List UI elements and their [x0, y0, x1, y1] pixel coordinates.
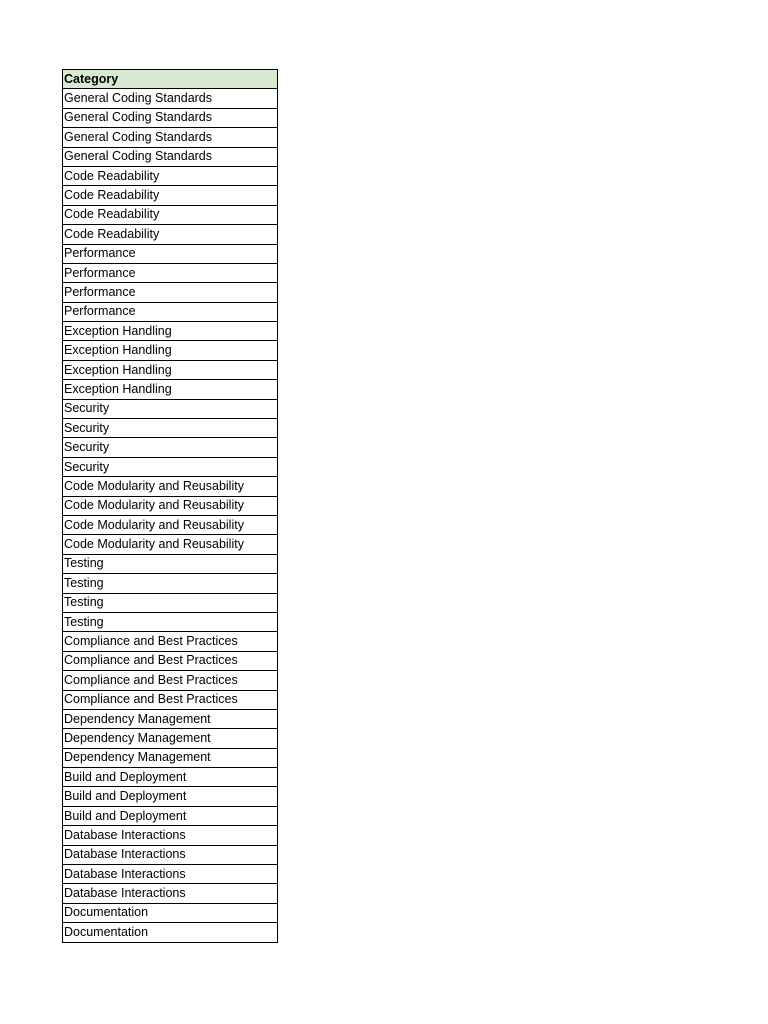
table-row: [63, 671, 278, 690]
table-row: [63, 225, 278, 244]
category-cell[interactable]: Security: [63, 419, 278, 438]
category-cell[interactable]: Code Modularity and Reusability: [63, 477, 278, 496]
table-row: [63, 89, 278, 108]
category-cell[interactable]: Code Modularity and Reusability: [63, 515, 278, 534]
table-row: [63, 845, 278, 864]
table-row: [63, 457, 278, 476]
table-row: [63, 748, 278, 767]
table-row: [63, 477, 278, 496]
table-row: [63, 419, 278, 438]
table-row: [63, 147, 278, 166]
table-row: [63, 438, 278, 457]
category-cell[interactable]: Testing: [63, 574, 278, 593]
category-cell[interactable]: Build and Deployment: [63, 768, 278, 787]
table-row: [63, 263, 278, 282]
table-row: [63, 515, 278, 534]
category-cell[interactable]: Dependency Management: [63, 748, 278, 767]
table-row: [63, 535, 278, 554]
table-row: [63, 651, 278, 670]
category-cell[interactable]: Exception Handling: [63, 341, 278, 360]
category-cell[interactable]: Compliance and Best Practices: [63, 651, 278, 670]
category-cell[interactable]: Code Modularity and Reusability: [63, 496, 278, 515]
category-cell[interactable]: Exception Handling: [63, 380, 278, 399]
category-cell[interactable]: Exception Handling: [63, 360, 278, 379]
category-cell[interactable]: Build and Deployment: [63, 787, 278, 806]
table-row: [63, 923, 278, 942]
category-cell[interactable]: Security: [63, 438, 278, 457]
category-cell[interactable]: Security: [63, 457, 278, 476]
category-cell[interactable]: Performance: [63, 244, 278, 263]
category-cell[interactable]: Dependency Management: [63, 709, 278, 728]
table-row: [63, 729, 278, 748]
category-cell[interactable]: Testing: [63, 612, 278, 631]
category-cell[interactable]: General Coding Standards: [63, 147, 278, 166]
category-cell[interactable]: Performance: [63, 283, 278, 302]
category-cell[interactable]: Database Interactions: [63, 884, 278, 903]
category-cell[interactable]: Documentation: [63, 903, 278, 922]
table-row: [63, 593, 278, 612]
table-row: [63, 360, 278, 379]
category-cell[interactable]: Code Modularity and Reusability: [63, 535, 278, 554]
table-row: [63, 205, 278, 224]
category-cell[interactable]: Code Readability: [63, 225, 278, 244]
category-cell[interactable]: Compliance and Best Practices: [63, 632, 278, 651]
table-row: [63, 166, 278, 185]
table-row: [63, 380, 278, 399]
category-table: [62, 69, 278, 943]
category-cell[interactable]: General Coding Standards: [63, 108, 278, 127]
category-cell[interactable]: General Coding Standards: [63, 128, 278, 147]
table-row: [63, 787, 278, 806]
table-row: [63, 302, 278, 321]
table-row: [63, 496, 278, 515]
category-cell[interactable]: Code Readability: [63, 186, 278, 205]
category-cell[interactable]: Database Interactions: [63, 826, 278, 845]
table-row: [63, 283, 278, 302]
table-row: [63, 865, 278, 884]
table-row: [63, 612, 278, 631]
category-cell[interactable]: Database Interactions: [63, 845, 278, 864]
table-row: [63, 903, 278, 922]
category-cell[interactable]: Build and Deployment: [63, 806, 278, 825]
category-cell[interactable]: Compliance and Best Practices: [63, 671, 278, 690]
table-row: [63, 768, 278, 787]
table-row: [63, 806, 278, 825]
category-cell[interactable]: Database Interactions: [63, 865, 278, 884]
header-row: [63, 70, 278, 89]
table-row: [63, 690, 278, 709]
category-cell[interactable]: Compliance and Best Practices: [63, 690, 278, 709]
table-row: [63, 108, 278, 127]
category-cell[interactable]: Documentation: [63, 923, 278, 942]
table-row: [63, 341, 278, 360]
table-row: [63, 322, 278, 341]
table-row: [63, 186, 278, 205]
category-cell[interactable]: Security: [63, 399, 278, 418]
category-cell[interactable]: Performance: [63, 302, 278, 321]
category-cell[interactable]: Testing: [63, 593, 278, 612]
category-cell[interactable]: Exception Handling: [63, 322, 278, 341]
category-cell[interactable]: Performance: [63, 263, 278, 282]
table-body: [63, 89, 278, 942]
category-cell[interactable]: Code Readability: [63, 166, 278, 185]
table-row: [63, 128, 278, 147]
table-row: [63, 826, 278, 845]
table-row: [63, 399, 278, 418]
category-cell[interactable]: Dependency Management: [63, 729, 278, 748]
category-cell[interactable]: Testing: [63, 554, 278, 573]
table-row: [63, 709, 278, 728]
column-header-category[interactable]: Category: [63, 70, 278, 89]
table-row: [63, 574, 278, 593]
category-cell[interactable]: General Coding Standards: [63, 89, 278, 108]
table-row: [63, 632, 278, 651]
table-row: [63, 884, 278, 903]
table-row: [63, 554, 278, 573]
table-row: [63, 244, 278, 263]
category-cell[interactable]: Code Readability: [63, 205, 278, 224]
